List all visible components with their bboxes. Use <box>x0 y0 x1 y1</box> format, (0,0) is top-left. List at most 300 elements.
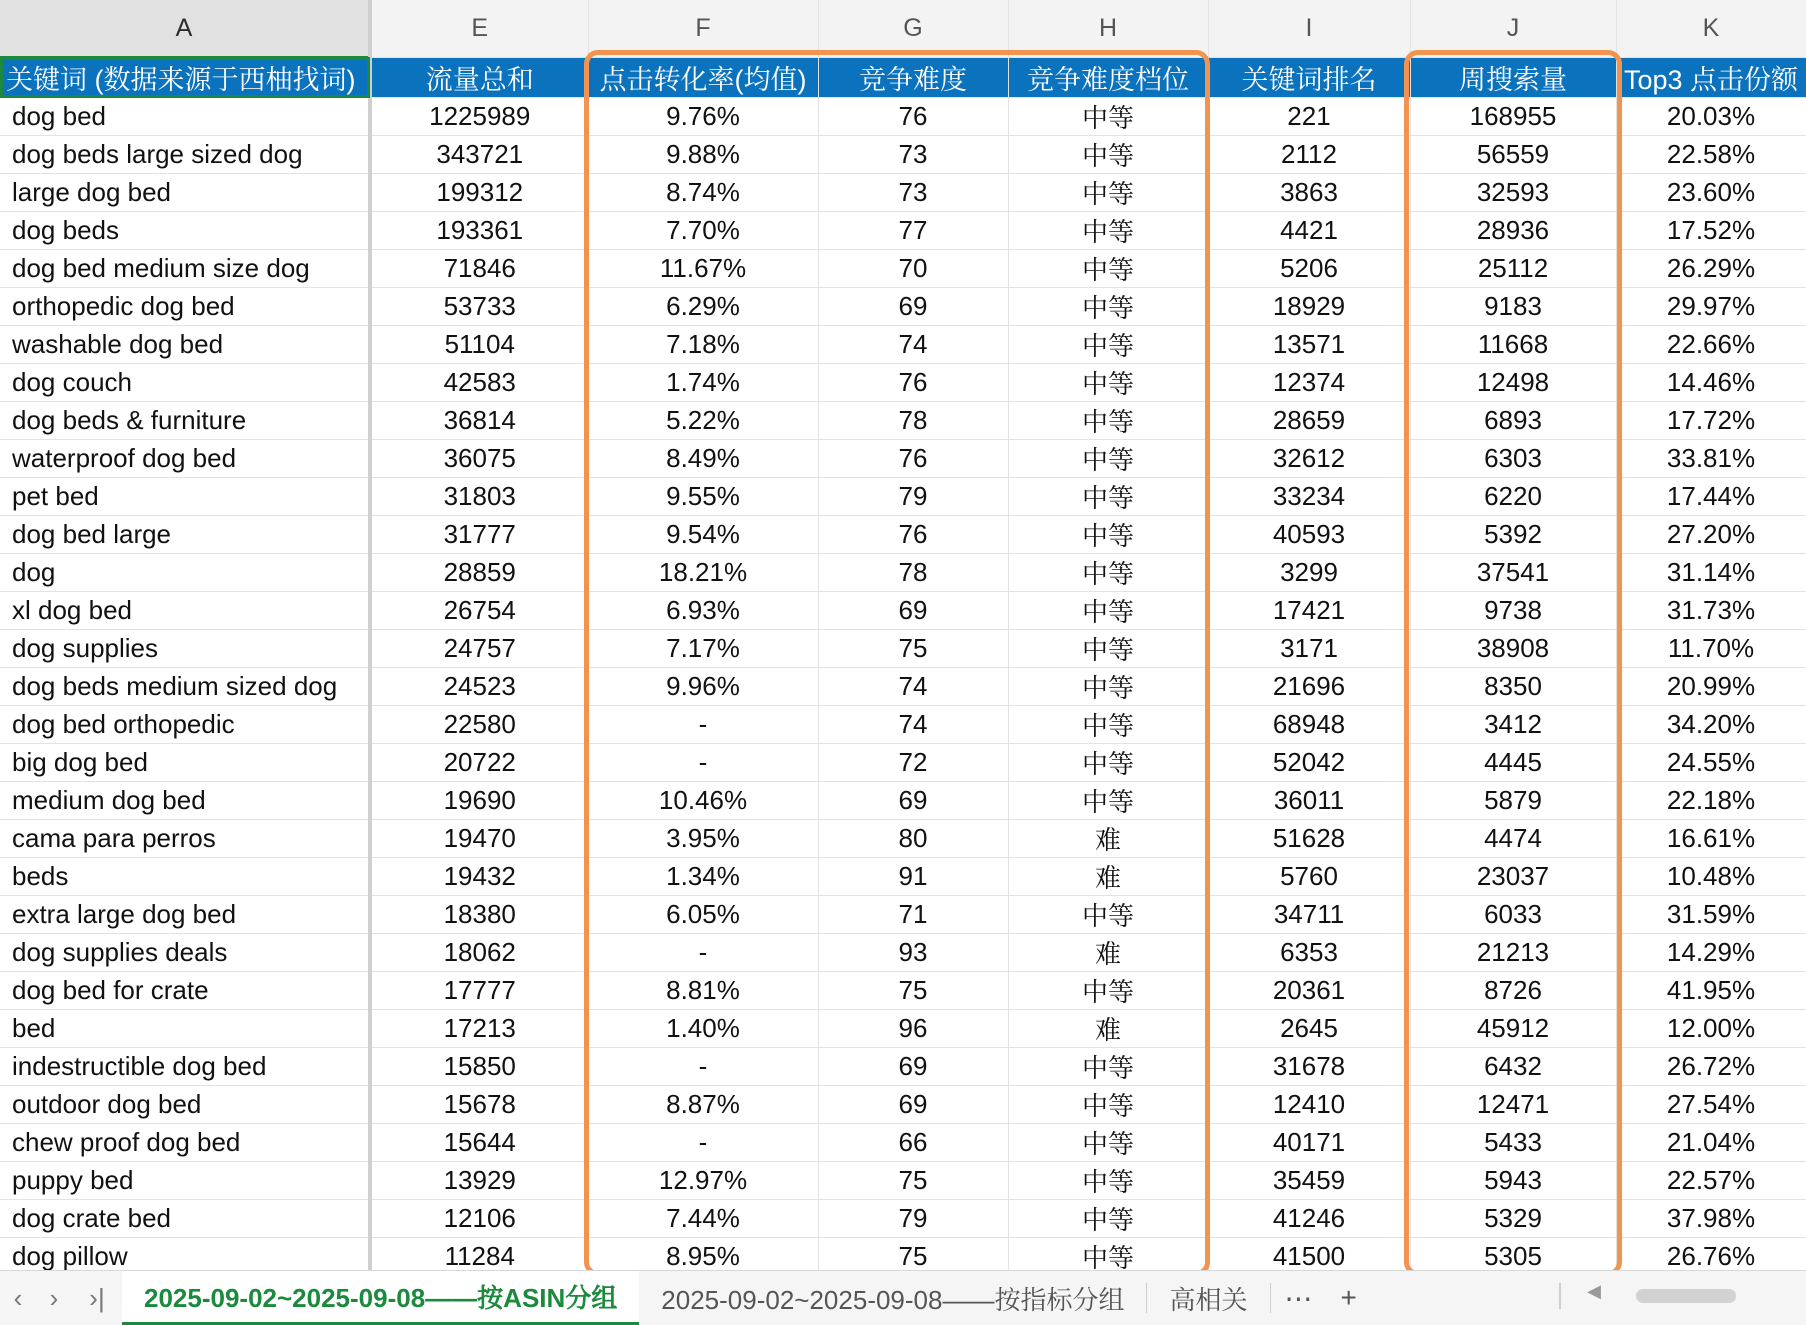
table-row <box>0 478 1806 516</box>
keyword-cell[interactable]: dog beds large sized dog <box>0 136 370 174</box>
data-cell[interactable]: 36075 <box>370 440 588 478</box>
data-cell[interactable]: 26754 <box>370 592 588 630</box>
data-cell[interactable]: 12.00% <box>1616 1010 1806 1048</box>
data-cell[interactable]: 3863 <box>1208 174 1410 212</box>
keyword-cell[interactable]: waterproof dog bed <box>0 440 370 478</box>
data-cell[interactable]: 3412 <box>1410 706 1616 744</box>
data-cell[interactable]: 69 <box>818 782 1008 820</box>
data-cell[interactable]: 199312 <box>370 174 588 212</box>
data-cell[interactable]: 中等 <box>1008 782 1208 820</box>
keyword-cell[interactable]: chew proof dog bed <box>0 1124 370 1162</box>
data-cell[interactable]: 7.18% <box>588 326 818 364</box>
data-cell[interactable]: 22.58% <box>1616 136 1806 174</box>
data-cell[interactable]: 9738 <box>1410 592 1616 630</box>
data-cell[interactable]: 21696 <box>1208 668 1410 706</box>
data-cell[interactable]: 29.97% <box>1616 288 1806 326</box>
data-cell[interactable]: 5760 <box>1208 858 1410 896</box>
data-cell[interactable]: 17421 <box>1208 592 1410 630</box>
data-cell[interactable]: 中等 <box>1008 212 1208 250</box>
data-cell[interactable]: 中等 <box>1008 668 1208 706</box>
data-cell[interactable]: 19432 <box>370 858 588 896</box>
data-cell[interactable]: 中等 <box>1008 1238 1208 1271</box>
table-row <box>0 364 1806 402</box>
data-cell[interactable]: 37.98% <box>1616 1200 1806 1238</box>
data-cell[interactable]: 中等 <box>1008 1124 1208 1162</box>
next-sheet-icon[interactable]: › <box>49 1282 59 1313</box>
data-cell[interactable]: 中等 <box>1008 98 1208 136</box>
data-cell[interactable]: 中等 <box>1008 1200 1208 1238</box>
data-cell[interactable]: 17.72% <box>1616 402 1806 440</box>
data-cell[interactable]: 28859 <box>370 554 588 592</box>
data-cell[interactable]: 93 <box>818 934 1008 972</box>
data-cell[interactable]: 24523 <box>370 668 588 706</box>
data-cell[interactable]: 27.54% <box>1616 1086 1806 1124</box>
data-cell[interactable]: 10.46% <box>588 782 818 820</box>
data-cell[interactable]: 69 <box>818 288 1008 326</box>
data-cell[interactable]: 53733 <box>370 288 588 326</box>
keyword-cell[interactable]: pet bed <box>0 478 370 516</box>
data-cell[interactable]: 10.48% <box>1616 858 1806 896</box>
data-cell[interactable]: 33234 <box>1208 478 1410 516</box>
data-cell[interactable]: 17.44% <box>1616 478 1806 516</box>
header-cell[interactable]: 竞争难度档位 <box>1008 57 1208 98</box>
data-cell[interactable]: 69 <box>818 1048 1008 1086</box>
data-cell[interactable]: 15678 <box>370 1086 588 1124</box>
data-cell[interactable]: 6.05% <box>588 896 818 934</box>
data-cell[interactable]: 9.76% <box>588 98 818 136</box>
data-cell[interactable]: 16.61% <box>1616 820 1806 858</box>
data-cell[interactable]: 38908 <box>1410 630 1616 668</box>
add-sheet-icon[interactable]: + <box>1340 1282 1357 1313</box>
data-cell[interactable]: - <box>588 706 818 744</box>
data-cell[interactable]: 76 <box>818 516 1008 554</box>
data-cell[interactable]: 9.54% <box>588 516 818 554</box>
data-cell[interactable]: 25112 <box>1410 250 1616 288</box>
data-cell[interactable]: 难 <box>1008 1010 1208 1048</box>
keyword-cell[interactable]: dog supplies <box>0 630 370 668</box>
data-cell[interactable]: 21.04% <box>1616 1124 1806 1162</box>
data-cell[interactable]: 20361 <box>1208 972 1410 1010</box>
data-cell[interactable]: 32593 <box>1410 174 1616 212</box>
data-cell[interactable]: 80 <box>818 820 1008 858</box>
data-cell[interactable]: 32612 <box>1208 440 1410 478</box>
keyword-cell[interactable]: xl dog bed <box>0 592 370 630</box>
data-cell[interactable]: 28659 <box>1208 402 1410 440</box>
data-cell[interactable]: 6303 <box>1410 440 1616 478</box>
header-cell[interactable]: 点击转化率(均值) <box>588 57 818 98</box>
horizontal-scrollbar[interactable] <box>1636 1289 1736 1303</box>
data-cell[interactable]: 中等 <box>1008 1048 1208 1086</box>
data-cell[interactable]: 18929 <box>1208 288 1410 326</box>
data-cell[interactable]: 52042 <box>1208 744 1410 782</box>
data-cell[interactable]: 5.22% <box>588 402 818 440</box>
data-cell[interactable]: 31.59% <box>1616 896 1806 934</box>
data-cell[interactable]: 中等 <box>1008 174 1208 212</box>
data-cell[interactable]: 31.73% <box>1616 592 1806 630</box>
keyword-cell[interactable]: dog bed large <box>0 516 370 554</box>
last-sheet-icon[interactable]: ›| <box>89 1282 105 1313</box>
table-row <box>0 1162 1806 1200</box>
header-cell[interactable]: Top3 点击份额 <box>1616 57 1806 98</box>
keyword-cell[interactable]: dog pillow <box>0 1238 370 1271</box>
data-cell[interactable]: 41246 <box>1208 1200 1410 1238</box>
data-cell[interactable]: 4445 <box>1410 744 1616 782</box>
column-header-e[interactable]: E <box>370 0 588 57</box>
data-cell[interactable]: 24.55% <box>1616 744 1806 782</box>
data-cell[interactable]: 72 <box>818 744 1008 782</box>
keyword-cell[interactable]: dog couch <box>0 364 370 402</box>
table-row <box>0 1124 1806 1162</box>
data-cell[interactable]: 51104 <box>370 326 588 364</box>
keyword-cell[interactable]: orthopedic dog bed <box>0 288 370 326</box>
column-header-g[interactable]: G <box>818 0 1008 57</box>
data-cell[interactable]: 中等 <box>1008 744 1208 782</box>
data-cell[interactable]: 11.67% <box>588 250 818 288</box>
table-row <box>0 402 1806 440</box>
keyword-cell[interactable]: dog bed orthopedic <box>0 706 370 744</box>
keyword-cell[interactable]: medium dog bed <box>0 782 370 820</box>
data-cell[interactable]: 中等 <box>1008 1086 1208 1124</box>
table-row <box>0 630 1806 668</box>
data-cell[interactable]: 66 <box>818 1124 1008 1162</box>
data-cell[interactable]: 76 <box>818 364 1008 402</box>
data-cell[interactable]: 22.57% <box>1616 1162 1806 1200</box>
data-cell[interactable]: 中等 <box>1008 364 1208 402</box>
data-cell[interactable]: 难 <box>1008 934 1208 972</box>
data-cell[interactable]: 5206 <box>1208 250 1410 288</box>
scroll-divider <box>1559 1283 1561 1309</box>
data-cell[interactable]: 9183 <box>1410 288 1616 326</box>
data-cell[interactable]: 74 <box>818 668 1008 706</box>
data-cell[interactable]: 中等 <box>1008 972 1208 1010</box>
data-cell[interactable]: 19470 <box>370 820 588 858</box>
data-cell[interactable]: 24757 <box>370 630 588 668</box>
data-cell[interactable]: 34.20% <box>1616 706 1806 744</box>
data-cell[interactable]: 12498 <box>1410 364 1616 402</box>
table-row <box>0 288 1806 326</box>
data-cell[interactable]: 79 <box>818 1200 1008 1238</box>
data-cell[interactable]: 6220 <box>1410 478 1616 516</box>
header-cell[interactable]: 周搜索量 <box>1410 57 1616 98</box>
header-cell[interactable]: 关键词排名 <box>1208 57 1410 98</box>
data-cell[interactable]: 4474 <box>1410 820 1616 858</box>
column-header-f[interactable]: F <box>588 0 818 57</box>
data-cell[interactable]: 74 <box>818 326 1008 364</box>
data-cell[interactable]: 20722 <box>370 744 588 782</box>
data-cell[interactable]: 8.81% <box>588 972 818 1010</box>
data-cell[interactable]: 中等 <box>1008 136 1208 174</box>
scroll-left-icon[interactable]: ◀ <box>1587 1281 1601 1301</box>
data-cell[interactable]: 96 <box>818 1010 1008 1048</box>
data-cell[interactable]: 78 <box>818 554 1008 592</box>
keyword-cell[interactable]: dog <box>0 554 370 592</box>
data-cell[interactable]: 9.88% <box>588 136 818 174</box>
data-cell[interactable]: 35459 <box>1208 1162 1410 1200</box>
data-cell[interactable]: 193361 <box>370 212 588 250</box>
data-cell[interactable]: 20.03% <box>1616 98 1806 136</box>
data-cell[interactable]: 7.17% <box>588 630 818 668</box>
data-cell[interactable]: 26.72% <box>1616 1048 1806 1086</box>
data-cell[interactable]: 45912 <box>1410 1010 1616 1048</box>
data-cell[interactable]: 18062 <box>370 934 588 972</box>
data-cell[interactable]: 中等 <box>1008 478 1208 516</box>
keyword-cell[interactable]: indestructible dog bed <box>0 1048 370 1086</box>
keyword-cell[interactable]: big dog bed <box>0 744 370 782</box>
data-cell[interactable]: 31777 <box>370 516 588 554</box>
data-cell[interactable]: 8350 <box>1410 668 1616 706</box>
data-cell[interactable]: 中等 <box>1008 402 1208 440</box>
keyword-cell[interactable]: beds <box>0 858 370 896</box>
data-cell[interactable]: 22.18% <box>1616 782 1806 820</box>
sheet-tab-bar <box>0 1270 1806 1325</box>
data-cell[interactable]: 12410 <box>1208 1086 1410 1124</box>
data-cell[interactable]: 77 <box>818 212 1008 250</box>
data-cell[interactable]: 41500 <box>1208 1238 1410 1271</box>
data-cell[interactable]: 69 <box>818 1086 1008 1124</box>
keyword-cell[interactable]: washable dog bed <box>0 326 370 364</box>
data-cell[interactable]: 20.99% <box>1616 668 1806 706</box>
data-cell[interactable]: 12.97% <box>588 1162 818 1200</box>
data-cell[interactable]: 11668 <box>1410 326 1616 364</box>
column-header-k[interactable]: K <box>1616 0 1806 57</box>
data-cell[interactable]: 8.95% <box>588 1238 818 1271</box>
table-row <box>0 1086 1806 1124</box>
table-row <box>0 744 1806 782</box>
table-row <box>0 1010 1806 1048</box>
data-cell[interactable]: 14.46% <box>1616 364 1806 402</box>
data-cell[interactable]: 75 <box>818 630 1008 668</box>
data-cell[interactable]: 14.29% <box>1616 934 1806 972</box>
table-row <box>0 326 1806 364</box>
data-cell[interactable]: 78 <box>818 402 1008 440</box>
data-cell[interactable]: 31.14% <box>1616 554 1806 592</box>
header-cell[interactable]: 流量总和 <box>370 57 588 98</box>
data-cell[interactable]: 中等 <box>1008 554 1208 592</box>
data-cell[interactable]: 34711 <box>1208 896 1410 934</box>
data-cell[interactable]: 中等 <box>1008 288 1208 326</box>
data-cell[interactable]: 6432 <box>1410 1048 1616 1086</box>
data-cell[interactable]: - <box>588 744 818 782</box>
data-cell[interactable]: 3299 <box>1208 554 1410 592</box>
data-cell[interactable]: 69 <box>818 592 1008 630</box>
data-cell[interactable]: 5943 <box>1410 1162 1616 1200</box>
data-cell[interactable]: 8.74% <box>588 174 818 212</box>
data-cell[interactable]: 27.20% <box>1616 516 1806 554</box>
data-cell[interactable]: 8.49% <box>588 440 818 478</box>
data-cell[interactable]: 4421 <box>1208 212 1410 250</box>
table-row <box>0 706 1806 744</box>
data-cell[interactable]: 221 <box>1208 98 1410 136</box>
data-cell[interactable]: - <box>588 1124 818 1162</box>
data-cell[interactable]: 37541 <box>1410 554 1616 592</box>
data-cell[interactable]: 74 <box>818 706 1008 744</box>
data-cell[interactable]: 21213 <box>1410 934 1616 972</box>
keyword-cell[interactable]: dog beds medium sized dog <box>0 668 370 706</box>
data-cell[interactable]: 中等 <box>1008 896 1208 934</box>
data-cell[interactable]: 33.81% <box>1616 440 1806 478</box>
table-row <box>0 782 1806 820</box>
table-row <box>0 896 1806 934</box>
data-cell[interactable]: 中等 <box>1008 592 1208 630</box>
keyword-cell[interactable]: large dog bed <box>0 174 370 212</box>
data-cell[interactable]: 71 <box>818 896 1008 934</box>
table-row <box>0 668 1806 706</box>
data-cell[interactable]: 中等 <box>1008 440 1208 478</box>
data-cell[interactable]: 13571 <box>1208 326 1410 364</box>
data-cell[interactable]: 76 <box>818 98 1008 136</box>
data-cell[interactable]: 中等 <box>1008 250 1208 288</box>
data-cell[interactable]: 8726 <box>1410 972 1616 1010</box>
data-cell[interactable]: 23.60% <box>1616 174 1806 212</box>
keyword-cell[interactable]: dog bed medium size dog <box>0 250 370 288</box>
data-cell[interactable]: 1.74% <box>588 364 818 402</box>
data-cell[interactable]: 75 <box>818 972 1008 1010</box>
data-cell[interactable]: 5879 <box>1410 782 1616 820</box>
data-cell[interactable]: 9.96% <box>588 668 818 706</box>
keyword-cell[interactable]: dog bed <box>0 98 370 136</box>
data-cell[interactable]: 73 <box>818 136 1008 174</box>
data-cell[interactable]: 56559 <box>1410 136 1616 174</box>
data-cell[interactable]: 5433 <box>1410 1124 1616 1162</box>
data-cell[interactable]: 中等 <box>1008 706 1208 744</box>
data-cell[interactable]: 2645 <box>1208 1010 1410 1048</box>
data-cell[interactable]: 12106 <box>370 1200 588 1238</box>
keyword-cell[interactable]: dog crate bed <box>0 1200 370 1238</box>
more-sheets-icon[interactable]: ⋯ <box>1284 1282 1313 1314</box>
keyword-cell[interactable]: bed <box>0 1010 370 1048</box>
data-cell[interactable]: 91 <box>818 858 1008 896</box>
data-cell[interactable]: 11.70% <box>1616 630 1806 668</box>
header-cell[interactable]: 关键词 (数据来源于西柚找词) <box>0 57 370 98</box>
data-cell[interactable]: 12374 <box>1208 364 1410 402</box>
data-cell[interactable]: 5305 <box>1410 1238 1616 1271</box>
data-cell[interactable]: 36814 <box>370 402 588 440</box>
data-cell[interactable]: 9.55% <box>588 478 818 516</box>
column-header-h[interactable]: H <box>1008 0 1208 57</box>
data-cell[interactable]: 7.70% <box>588 212 818 250</box>
data-cell[interactable]: 3.95% <box>588 820 818 858</box>
table-row <box>0 516 1806 554</box>
keyword-cell[interactable]: puppy bed <box>0 1162 370 1200</box>
data-cell[interactable]: 17213 <box>370 1010 588 1048</box>
column-header-i[interactable]: I <box>1208 0 1410 57</box>
data-cell[interactable]: 3171 <box>1208 630 1410 668</box>
data-cell[interactable]: 难 <box>1008 858 1208 896</box>
table-row <box>0 174 1806 212</box>
data-cell[interactable]: 22580 <box>370 706 588 744</box>
data-cell[interactable]: 中等 <box>1008 516 1208 554</box>
data-cell[interactable]: 31803 <box>370 478 588 516</box>
data-cell[interactable]: 71846 <box>370 250 588 288</box>
table-row <box>0 1238 1806 1271</box>
keyword-cell[interactable]: extra large dog bed <box>0 896 370 934</box>
data-cell[interactable]: 17777 <box>370 972 588 1010</box>
data-cell[interactable]: 12471 <box>1410 1086 1616 1124</box>
data-cell[interactable]: 6.93% <box>588 592 818 630</box>
data-cell[interactable]: 75 <box>818 1238 1008 1271</box>
data-cell[interactable]: 18.21% <box>588 554 818 592</box>
data-cell[interactable]: 6.29% <box>588 288 818 326</box>
data-cell[interactable]: 中等 <box>1008 326 1208 364</box>
data-cell[interactable]: 79 <box>818 478 1008 516</box>
data-cell[interactable]: 19690 <box>370 782 588 820</box>
data-cell[interactable]: 23037 <box>1410 858 1616 896</box>
data-cell[interactable]: 26.76% <box>1616 1238 1806 1271</box>
data-cell[interactable]: 中等 <box>1008 630 1208 668</box>
table-row <box>0 934 1806 972</box>
prev-sheet-icon[interactable]: ‹ <box>13 1282 23 1313</box>
column-header-a[interactable]: A <box>0 0 370 57</box>
keyword-cell[interactable]: cama para perros <box>0 820 370 858</box>
table-row <box>0 250 1806 288</box>
data-cell[interactable]: 1.40% <box>588 1010 818 1048</box>
data-cell[interactable]: 31678 <box>1208 1048 1410 1086</box>
table-row <box>0 554 1806 592</box>
data-cell[interactable]: 6033 <box>1410 896 1616 934</box>
data-cell[interactable]: 7.44% <box>588 1200 818 1238</box>
data-cell[interactable]: 13929 <box>370 1162 588 1200</box>
sheet-tab-asin-group[interactable]: 2025-09-02~2025-09-08——按ASIN分组 <box>122 1271 639 1325</box>
table-row <box>0 212 1806 250</box>
data-cell[interactable]: 6353 <box>1208 934 1410 972</box>
data-cell[interactable]: 40171 <box>1208 1124 1410 1162</box>
keyword-cell[interactable]: dog supplies deals <box>0 934 370 972</box>
data-cell[interactable]: - <box>588 934 818 972</box>
sheet-tab-metric-group[interactable]: 2025-09-02~2025-09-08——按指标分组 <box>661 1284 1125 1315</box>
keyword-cell[interactable]: dog bed for crate <box>0 972 370 1010</box>
data-cell[interactable]: 70 <box>818 250 1008 288</box>
data-cell[interactable]: 41.95% <box>1616 972 1806 1010</box>
header-cell[interactable]: 竞争难度 <box>818 57 1008 98</box>
data-cell[interactable]: 76 <box>818 440 1008 478</box>
data-cell[interactable]: 22.66% <box>1616 326 1806 364</box>
sheet-tab-high-relevance[interactable]: 高相关 <box>1169 1284 1248 1315</box>
data-cell[interactable]: 6893 <box>1410 402 1616 440</box>
data-cell[interactable]: 17.52% <box>1616 212 1806 250</box>
data-cell[interactable]: 51628 <box>1208 820 1410 858</box>
column-header-j[interactable]: J <box>1410 0 1616 57</box>
data-cell[interactable]: 40593 <box>1208 516 1410 554</box>
data-cell[interactable]: 42583 <box>370 364 588 402</box>
table-row <box>0 98 1806 136</box>
data-cell[interactable]: 18380 <box>370 896 588 934</box>
data-cell[interactable]: 15644 <box>370 1124 588 1162</box>
data-cell[interactable]: 28936 <box>1410 212 1616 250</box>
data-cell[interactable]: 75 <box>818 1162 1008 1200</box>
data-cell[interactable]: 68948 <box>1208 706 1410 744</box>
data-cell[interactable]: 5392 <box>1410 516 1616 554</box>
data-cell[interactable]: 15850 <box>370 1048 588 1086</box>
data-cell[interactable]: 8.87% <box>588 1086 818 1124</box>
keyword-cell[interactable]: outdoor dog bed <box>0 1086 370 1124</box>
keyword-cell[interactable]: dog beds <box>0 212 370 250</box>
data-cell[interactable]: 73 <box>818 174 1008 212</box>
data-cell[interactable]: 11284 <box>370 1238 588 1271</box>
data-cell[interactable]: 5329 <box>1410 1200 1616 1238</box>
data-cell[interactable]: - <box>588 1048 818 1086</box>
data-cell[interactable]: 1.34% <box>588 858 818 896</box>
table-row <box>0 1048 1806 1086</box>
data-cell[interactable]: 2112 <box>1208 136 1410 174</box>
data-cell[interactable]: 难 <box>1008 820 1208 858</box>
data-cell[interactable]: 26.29% <box>1616 250 1806 288</box>
data-cell[interactable]: 168955 <box>1410 98 1616 136</box>
data-cell[interactable]: 343721 <box>370 136 588 174</box>
data-cell[interactable]: 中等 <box>1008 1162 1208 1200</box>
data-cell[interactable]: 1225989 <box>370 98 588 136</box>
keyword-cell[interactable]: dog beds & furniture <box>0 402 370 440</box>
data-cell[interactable]: 36011 <box>1208 782 1410 820</box>
